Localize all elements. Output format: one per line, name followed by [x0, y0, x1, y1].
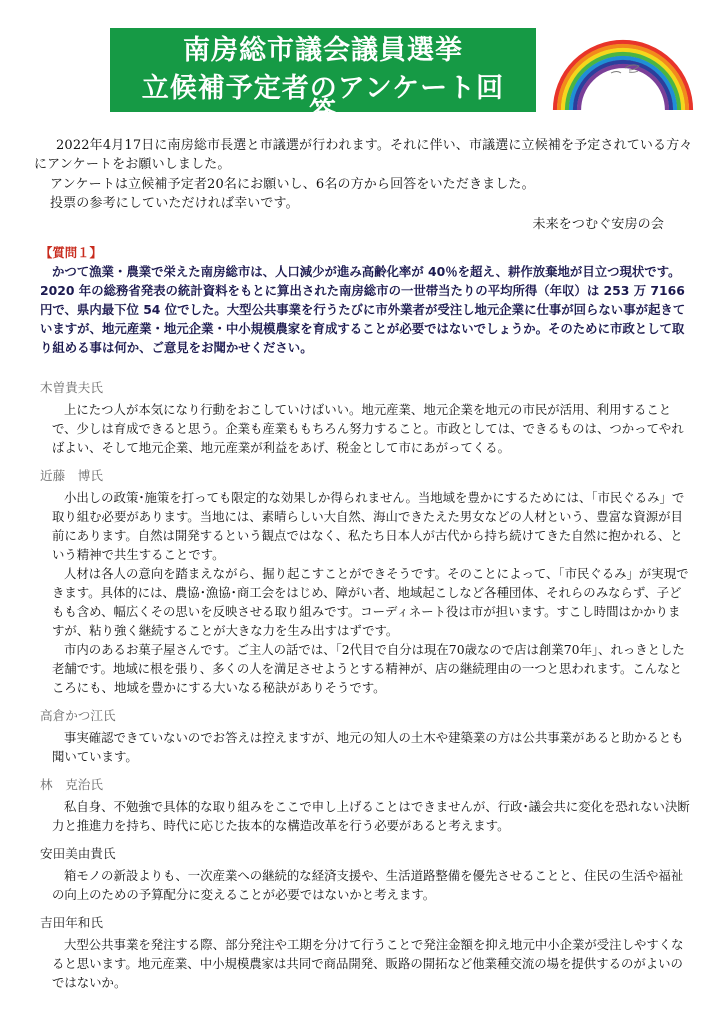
answer-paragraph: 私自身、不勉強で具体的な取り組みをここで申し上げることはできませんが、行政･議会共に変化を恐れない決断力と推進力を持ち、時代に応じた抜本的な構造改革を行う必要があると考えます。	[52, 799, 690, 833]
rainbow-icon	[549, 28, 697, 112]
signature: 未来をつむぐ安房の会	[532, 217, 664, 233]
question-text: かつて漁業・農業で栄えた南房総市は、人口減少が進み高齢化率が 40％を超え、耕作放棄地が目立つ現状です。2020 年の総務省発表の統計資料をもとに算出された南房総市の一世帯当たりの平均所得（年収）は 253 万 7166 円で、県内最下位 54 位でした。大型公共事業を行うたびに市外業者が受注し地元企業に仕事が回らない事が起きていますが、地元産業・地元企業・中小規模農家を育成することが必要ではないでしょうか。そのために市政として取り組める事は何か、ご意見をお聞かせください。	[40, 263, 686, 355]
answer-paragraph: 事実確認できていないのでお答えは控えますが、地元の知人の土木や建築業の方は公共事業があると助かるとも聞いています。	[52, 730, 684, 764]
answer-yasuda	[40, 844, 692, 904]
answer-yoshida	[40, 913, 692, 992]
title-banner	[110, 28, 536, 128]
intro-paragraph-2: アンケートは立候補予定者20名にお願いし、6名の方から回答をいただきました。	[50, 176, 535, 192]
question-label: 【質問１】	[40, 245, 102, 260]
intro-paragraph-3: 投票の参考にしていただければ幸いです。	[50, 195, 299, 211]
respondent-name: 木曽貴夫氏	[40, 380, 103, 395]
answer-paragraph: 市内のあるお菓子屋さんです。ご主人の話では、｢2代目で自分は現在70歳なので店は創業70年｣、れっきとした老舗です。地域に根を張り、多くの人を満足させようとする精神が、店の継続理由の一つと思われます。こんなところにも、地域を豊かにする大いなる秘訣がありそうです。	[52, 642, 685, 695]
respondent-name: 吉田年和氏	[40, 915, 103, 930]
answer-kondo	[40, 466, 692, 697]
answer-paragraph: 小出しの政策･施策を打っても限定的な効果しか得られません。当地域を豊かにするためには、「市民ぐるみ」で取り組む必要があります。当地には、素晴らしい大自然、海山できたえた男女などの人材という、豊富な資源が目前にあります。自然は開発するという観点ではなく、私たち日本人が古代から持ち続けてきた自然に抱かれる、という精神で共生することです。	[52, 490, 685, 562]
question-1	[40, 244, 690, 357]
answers-section	[40, 378, 692, 1001]
title-line-2: 立候補予定者のアンケート回	[141, 73, 505, 104]
answer-paragraph: 箱モノの新設よりも、一次産業への継続的な経済支援や、生活道路整備を優先させることと、住民の生活や福祉の向上のための予算配分に変えることが必要ではないかと考えます。	[52, 868, 684, 902]
answer-takakura	[40, 706, 692, 766]
title-line-3-fragment: 答	[309, 97, 337, 128]
answer-kiso	[40, 378, 692, 457]
respondent-name: 林 克治氏	[40, 777, 103, 792]
respondent-name: 安田美由貴氏	[40, 846, 116, 861]
title-line-1: 南房総市議会議員選挙	[183, 35, 463, 66]
intro-paragraph-1: 2022年4月17日に南房総市長選と市議選が行われます。それに伴い、市議選に立候補を予定されている方々にアンケートをお願いしました。	[34, 138, 693, 173]
answer-paragraph: 上にたつ人が本気になり行動をおこしていけばいい。地元産業、地元企業を地元の市民が活用、利用することで、少しは育成できると思う。企業も産業ももちろん努力すること。市政としては、できるものは、つかってやればよい、そして地元企業、地元産業が利益をあげ、税金として市にあがってくる。	[52, 402, 684, 455]
answer-paragraph: 大型公共事業を発注する際、部分発注や工期を分けて行うことで発注金額を抑え地元中小企業が受注しやすくなると思います。地元産業、中小規模農家は共同で商品開発、販路の開拓など他業種交流の場を提供するのがよいのではないか。	[52, 937, 684, 990]
answer-hayashi	[40, 775, 692, 835]
answer-paragraph: 人材は各人の意向を踏まえながら、掘り起こすことができそうです。そのことによって、「市民ぐるみ」が実現できます。具体的には、農協･漁協･商工会をはじめ、障がい者、地域起こしなど各種団体、それらのみならず、子どもも含め、幅広くその思いを反映させる取り組みです。コーディネート役は市が担います。すこし時間はかかりますが、粘り強く継続することが大きな力を生み出すはずです。	[52, 566, 689, 638]
respondent-name: 近藤 博氏	[40, 468, 103, 483]
intro-section	[34, 136, 694, 234]
respondent-name: 高倉かつ江氏	[40, 708, 116, 723]
